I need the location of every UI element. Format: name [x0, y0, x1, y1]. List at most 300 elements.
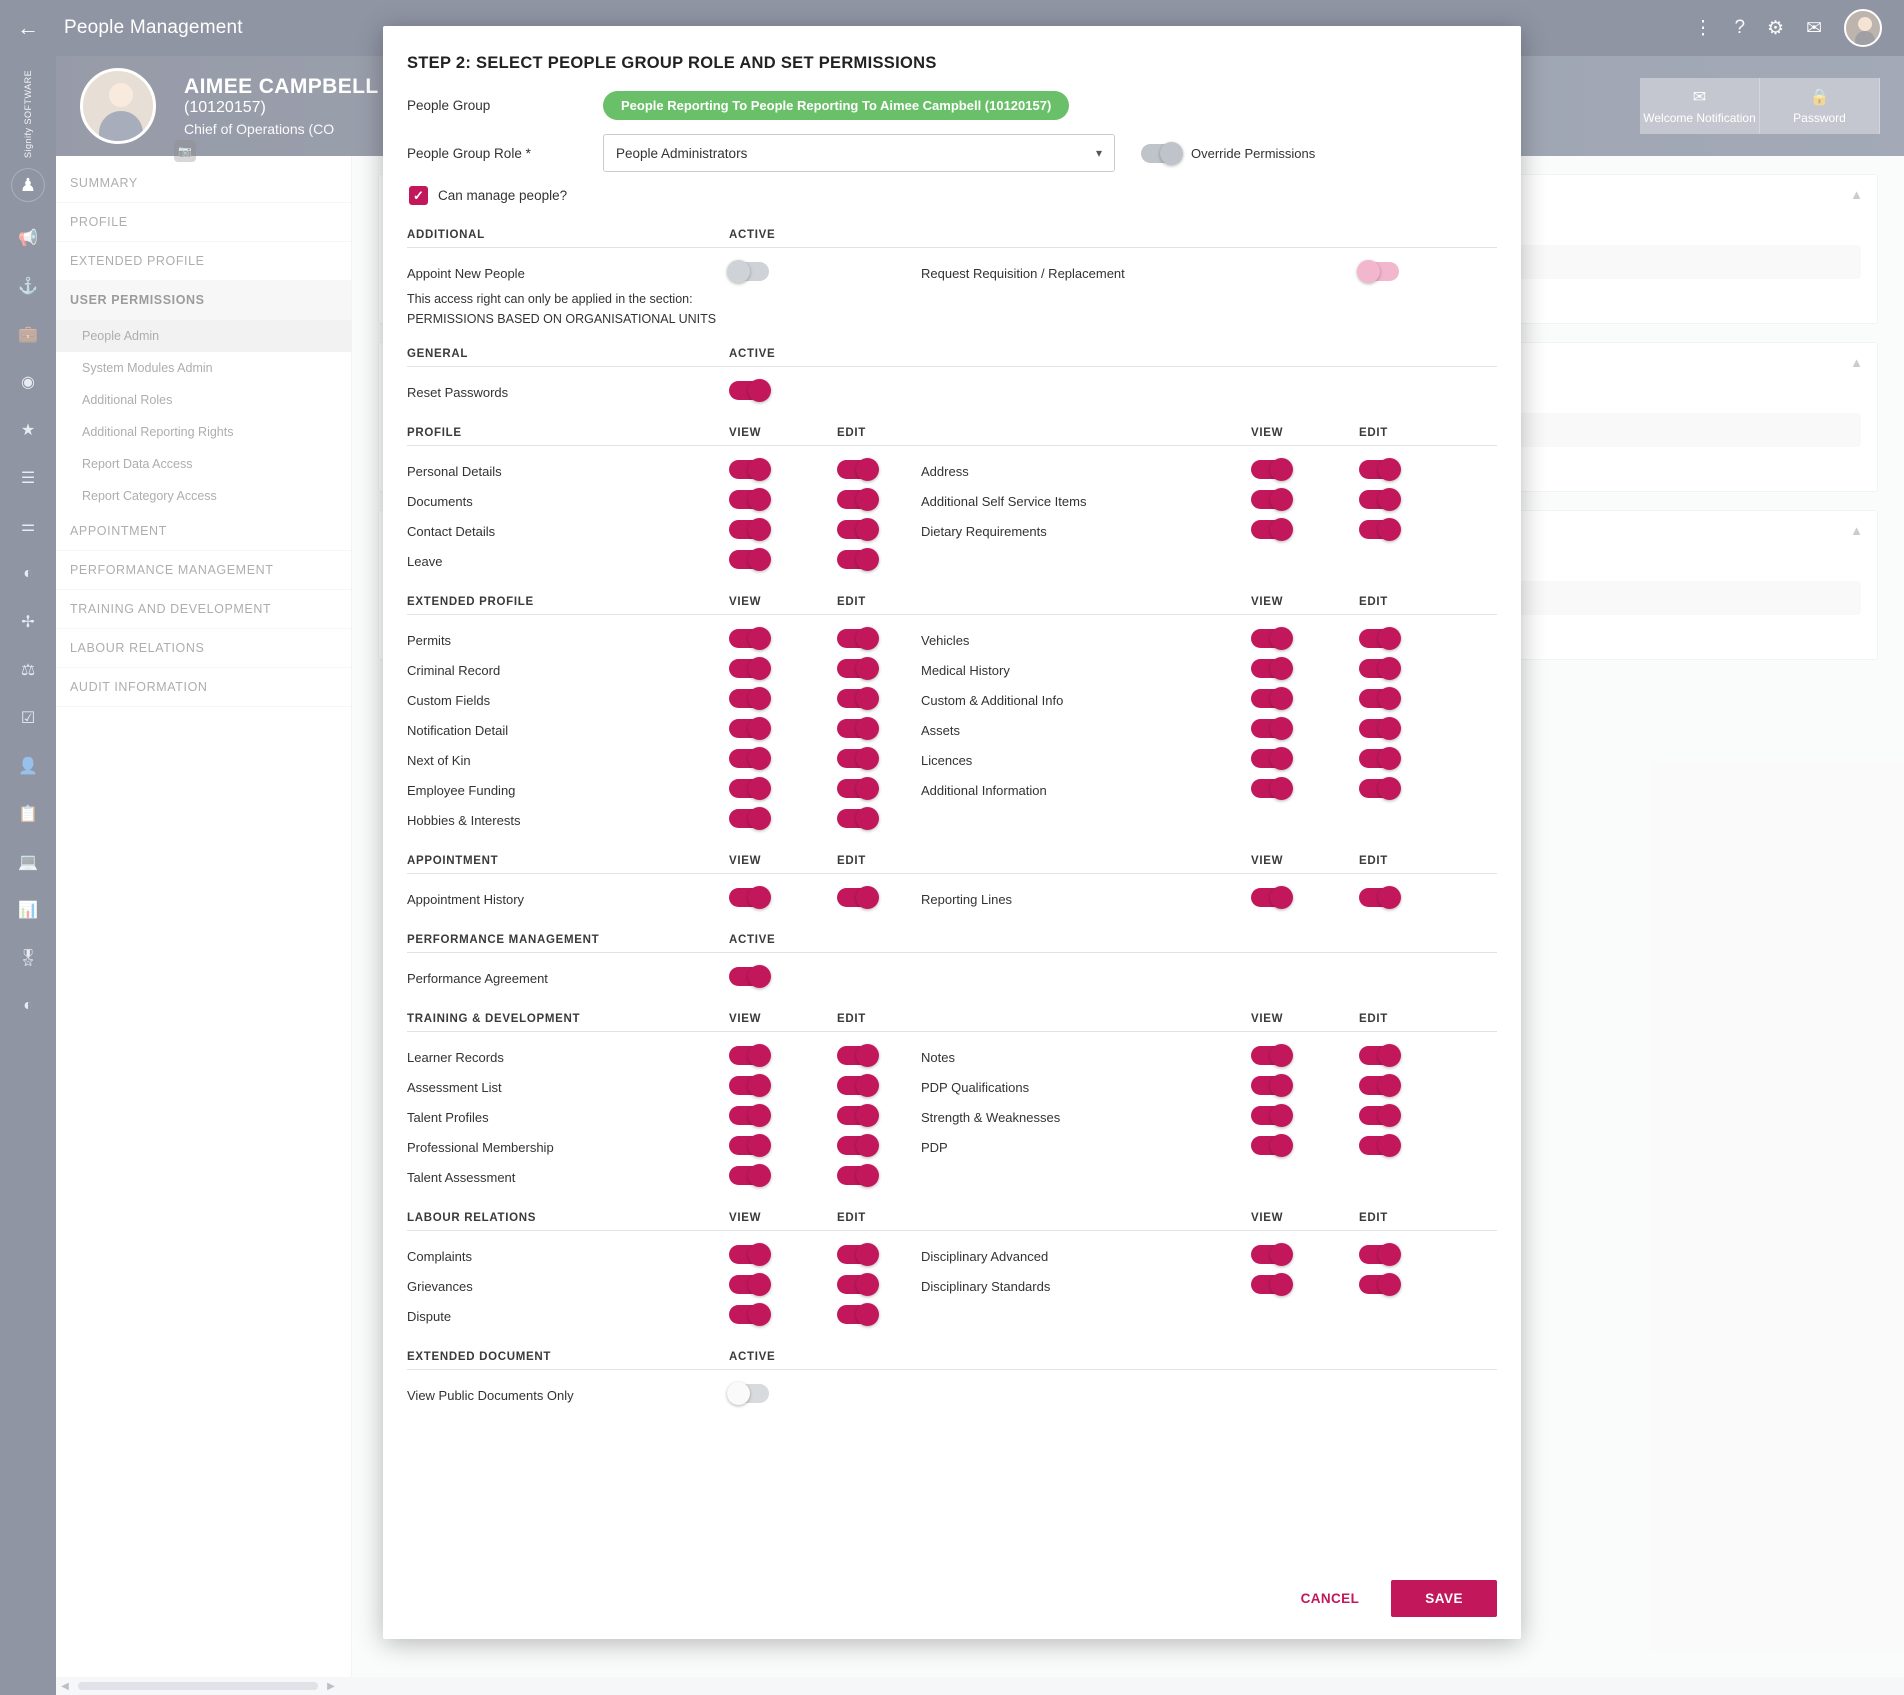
disciplinary-advanced-view-toggle[interactable] [1251, 1245, 1291, 1264]
address-view-toggle[interactable] [1251, 460, 1291, 479]
column-header-edit: EDIT [837, 1013, 866, 1026]
notification-detail-edit-toggle[interactable] [837, 719, 877, 738]
permission-label: Vehicles [921, 632, 970, 648]
permission-view-cell [729, 1166, 837, 1188]
section-header [407, 1013, 1497, 1032]
permission-label: Appoint New People [407, 265, 525, 281]
permission-label: Notification Detail [407, 722, 509, 738]
permission-edit-cell [1359, 490, 1443, 512]
section-header [407, 1351, 1497, 1370]
modal-header-fields [383, 91, 1521, 223]
permission-view-cell [729, 1275, 837, 1297]
can-manage-people-row [409, 186, 1497, 205]
documents-edit-toggle[interactable] [837, 490, 877, 509]
permission-edit-cell [837, 1305, 921, 1327]
section-training-development [407, 1013, 1497, 1206]
section-extended-document [407, 1351, 1497, 1424]
permission-row [407, 1380, 1497, 1410]
permission-label: Documents [407, 493, 473, 509]
vehicles-view-toggle[interactable] [1251, 629, 1291, 648]
column-header-active: ACTIVE [729, 1351, 776, 1364]
permission-view-cell [729, 689, 837, 711]
section-body [407, 367, 1497, 421]
permission-label: Personal Details [407, 463, 502, 479]
column-header-edit: EDIT [1359, 1013, 1388, 1026]
permission-view-cell [1251, 460, 1359, 482]
column-header-edit: EDIT [837, 855, 866, 868]
permission-view-cell [1251, 689, 1359, 711]
licences-edit-toggle[interactable] [1359, 749, 1399, 768]
column-header-edit: EDIT [837, 427, 866, 440]
reset-passwords-toggle[interactable] [729, 381, 769, 400]
section-profile [407, 427, 1497, 590]
complaints-edit-toggle[interactable] [837, 1245, 877, 1264]
permission-row [407, 258, 1497, 288]
permission-label: PDP [921, 1139, 948, 1155]
additional-note-line-2: PERMISSIONS BASED ON ORGANISATIONAL UNITS [407, 312, 717, 327]
permission-label: Notes [921, 1049, 955, 1065]
column-header-edit: EDIT [1359, 1212, 1388, 1225]
reporting-lines-edit-toggle[interactable] [1359, 888, 1399, 907]
contact-details-view-toggle[interactable] [729, 520, 769, 539]
override-permissions-label: Override Permissions [1191, 145, 1316, 161]
permission-label: Address [921, 463, 969, 479]
grievances-edit-toggle[interactable] [837, 1275, 877, 1294]
column-header-active: ACTIVE [729, 348, 776, 361]
assessment-list-edit-toggle[interactable] [837, 1076, 877, 1095]
talent-profiles-edit-toggle[interactable] [837, 1106, 877, 1125]
permission-label: PDP Qualifications [921, 1079, 1030, 1095]
permission-edit-cell [837, 1106, 921, 1128]
permission-row [407, 1301, 1497, 1331]
pdp-qualifications-view-toggle[interactable] [1251, 1076, 1291, 1095]
permission-label: Next of Kin [407, 752, 471, 768]
permission-label: Reporting Lines [921, 891, 1013, 907]
can-manage-people-label: Can manage people? [438, 188, 568, 203]
permission-view-cell [729, 1245, 837, 1267]
permission-row [407, 775, 1497, 805]
permission-view-cell [729, 550, 837, 572]
permission-edit-cell [837, 779, 921, 801]
dispute-view-toggle[interactable] [729, 1305, 769, 1324]
section-name: EXTENDED DOCUMENT [407, 1351, 552, 1364]
additional-information-view-toggle[interactable] [1251, 779, 1291, 798]
vehicles-edit-toggle[interactable] [1359, 629, 1399, 648]
documents-view-toggle[interactable] [729, 490, 769, 509]
personal-details-view-toggle[interactable] [729, 460, 769, 479]
criminal-record-view-toggle[interactable] [729, 659, 769, 678]
permission-view-cell [1251, 520, 1359, 542]
permission-label: Disciplinary Standards [921, 1278, 1051, 1294]
section-body [407, 953, 1497, 1007]
permission-row [407, 1241, 1497, 1271]
permission-label: Contact Details [407, 523, 496, 539]
permission-view-cell [729, 1076, 837, 1098]
permission-view-cell [1251, 659, 1359, 681]
professional-membership-edit-toggle[interactable] [837, 1136, 877, 1155]
next-of-kin-edit-toggle[interactable] [837, 749, 877, 768]
permission-view-cell [729, 1305, 837, 1327]
leave-edit-toggle[interactable] [837, 550, 877, 569]
talent-assessment-edit-toggle[interactable] [837, 1166, 877, 1185]
permission-label: Medical History [921, 662, 1010, 678]
column-header-edit: EDIT [837, 1212, 866, 1225]
permission-label: Criminal Record [407, 662, 501, 678]
permission-label: Leave [407, 553, 443, 569]
permission-view-cell [729, 490, 837, 512]
permission-row [407, 546, 1497, 576]
permission-row [407, 685, 1497, 715]
permission-view-cell [729, 888, 837, 910]
section-labour-relations [407, 1212, 1497, 1345]
additional-information-edit-toggle[interactable] [1359, 779, 1399, 798]
permission-view-cell [729, 719, 837, 741]
notification-detail-view-toggle[interactable] [729, 719, 769, 738]
permission-label: Additional Self Service Items [921, 493, 1087, 509]
permission-label: Licences [921, 752, 973, 768]
criminal-record-edit-toggle[interactable] [837, 659, 877, 678]
assessment-list-view-toggle[interactable] [729, 1076, 769, 1095]
permission-view-cell [729, 1106, 837, 1128]
permission-label: Talent Assessment [407, 1169, 516, 1185]
appointment-history-edit-toggle[interactable] [837, 888, 877, 907]
section-body [407, 1032, 1497, 1206]
permission-view-cell [1251, 779, 1359, 801]
permission-edit-cell [837, 460, 921, 482]
modal-footer [383, 1564, 1521, 1639]
permission-edit-cell [837, 550, 921, 572]
next-of-kin-view-toggle[interactable] [729, 749, 769, 768]
disciplinary-advanced-edit-toggle[interactable] [1359, 1245, 1399, 1264]
permission-row [407, 963, 1497, 993]
permissions-modal [383, 26, 1521, 1639]
permission-view-cell [1251, 1245, 1359, 1267]
licences-view-toggle[interactable] [1251, 749, 1291, 768]
permission-view-cell [1251, 1275, 1359, 1297]
talent-profiles-view-toggle[interactable] [729, 1106, 769, 1125]
hobbies-interests-edit-toggle[interactable] [837, 809, 877, 828]
permission-view-cell [1251, 1046, 1359, 1068]
people-group-role-row [407, 134, 1497, 172]
permission-view-cell [729, 659, 837, 681]
complaints-view-toggle[interactable] [729, 1245, 769, 1264]
column-header-view: VIEW [729, 427, 762, 440]
pdp-edit-toggle[interactable] [1359, 1136, 1399, 1155]
section-body [407, 615, 1497, 849]
column-header-view: VIEW [1251, 1013, 1284, 1026]
strength-weaknesses-view-toggle[interactable] [1251, 1106, 1291, 1125]
permission-view-cell [729, 460, 837, 482]
permission-edit-cell [1359, 719, 1443, 741]
permission-view-cell [1251, 1106, 1359, 1128]
dietary-requirements-view-toggle[interactable] [1251, 520, 1291, 539]
column-header-active: ACTIVE [729, 934, 776, 947]
disciplinary-standards-edit-toggle[interactable] [1359, 1275, 1399, 1294]
permission-edit-cell [837, 1046, 921, 1068]
column-header-edit: EDIT [1359, 855, 1388, 868]
performance-agreement-toggle[interactable] [729, 967, 769, 986]
permission-edit-cell [1359, 520, 1443, 542]
permission-view-cell [729, 779, 837, 801]
personal-details-edit-toggle[interactable] [837, 460, 877, 479]
permission-edit-cell [1359, 659, 1443, 681]
permission-row [407, 1162, 1497, 1192]
permission-label: Request Requisition / Replacement [921, 265, 1125, 281]
custom-fields-view-toggle[interactable] [729, 689, 769, 708]
section-header [407, 934, 1497, 953]
permits-view-toggle[interactable] [729, 629, 769, 648]
section-performance-management [407, 934, 1497, 1007]
column-header-view: VIEW [729, 1212, 762, 1225]
can-manage-people-checkbox[interactable]: ✓ [409, 186, 428, 205]
talent-assessment-view-toggle[interactable] [729, 1166, 769, 1185]
permission-active-cell [729, 1384, 837, 1406]
section-name: PERFORMANCE MANAGEMENT [407, 934, 600, 947]
permission-view-cell [1251, 629, 1359, 651]
permission-row [407, 1132, 1497, 1162]
pdp-view-toggle[interactable] [1251, 1136, 1291, 1155]
permission-edit-cell [1359, 629, 1443, 651]
column-header-view: VIEW [1251, 427, 1284, 440]
permits-edit-toggle[interactable] [837, 629, 877, 648]
permission-label: Hobbies & Interests [407, 812, 521, 828]
permission-label: Strength & Weaknesses [921, 1109, 1061, 1125]
section-body [407, 1231, 1497, 1345]
employee-funding-edit-toggle[interactable] [837, 779, 877, 798]
permission-edit-cell [837, 809, 921, 831]
permission-row [407, 655, 1497, 685]
medical-history-edit-toggle[interactable] [1359, 659, 1399, 678]
medical-history-view-toggle[interactable] [1251, 659, 1291, 678]
permission-label: Complaints [407, 1248, 473, 1264]
column-header-view: VIEW [1251, 1212, 1284, 1225]
assets-edit-toggle[interactable] [1359, 719, 1399, 738]
permission-label: Assessment List [407, 1079, 502, 1095]
section-body [407, 1370, 1497, 1424]
column-header-view: VIEW [1251, 596, 1284, 609]
permission-active-cell [729, 381, 837, 403]
permission-row [407, 625, 1497, 655]
permission-view-cell [729, 1136, 837, 1158]
permission-label: Permits [407, 632, 452, 648]
permission-edit-cell [1359, 1106, 1443, 1128]
permission-edit-cell [1359, 460, 1443, 482]
modal-title: STEP 2: SELECT PEOPLE GROUP ROLE AND SET PERMISSIONS [407, 54, 937, 72]
permission-edit-cell [837, 520, 921, 542]
save-button[interactable]: SAVE [1391, 1580, 1497, 1617]
permission-label: Employee Funding [407, 782, 516, 798]
learner-records-view-toggle[interactable] [729, 1046, 769, 1065]
section-name: LABOUR RELATIONS [407, 1212, 537, 1225]
permission-label: Assets [921, 722, 961, 738]
permission-edit-cell [837, 749, 921, 771]
permission-label: Custom Fields [407, 692, 491, 708]
professional-membership-view-toggle[interactable] [729, 1136, 769, 1155]
permission-row [407, 1102, 1497, 1132]
people-group-role-select[interactable] [603, 134, 1115, 172]
permission-row [407, 1271, 1497, 1301]
section-additional [407, 229, 1497, 342]
permission-view-cell [729, 629, 837, 651]
section-header [407, 596, 1497, 615]
appoint-new-people-toggle[interactable] [729, 262, 769, 281]
column-header-edit: EDIT [1359, 596, 1388, 609]
permission-row [407, 1072, 1497, 1102]
permission-edit-cell [837, 1136, 921, 1158]
section-appointment [407, 855, 1497, 928]
section-header [407, 1212, 1497, 1231]
permission-view-cell [1251, 1076, 1359, 1098]
column-header-view: VIEW [729, 855, 762, 868]
reporting-lines-view-toggle[interactable] [1251, 888, 1291, 907]
people-group-role-value: People Administrators [616, 145, 748, 161]
column-header-view: VIEW [729, 1013, 762, 1026]
permission-row [407, 745, 1497, 775]
permission-label: Talent Profiles [407, 1109, 489, 1125]
permission-edit-cell [837, 888, 921, 910]
custom-additional-info-edit-toggle[interactable] [1359, 689, 1399, 708]
grievances-view-toggle[interactable] [729, 1275, 769, 1294]
custom-additional-info-view-toggle[interactable] [1251, 689, 1291, 708]
permission-edit-cell [1359, 888, 1443, 910]
permission-view-cell [729, 809, 837, 831]
section-name: PROFILE [407, 427, 462, 440]
permission-edit-cell [837, 490, 921, 512]
permission-label: Reset Passwords [407, 384, 509, 400]
permission-row [407, 1042, 1497, 1072]
permission-row [407, 486, 1497, 516]
additional-self-service-items-view-toggle[interactable] [1251, 490, 1291, 509]
permission-label: Custom & Additional Info [921, 692, 1064, 708]
pdp-qualifications-edit-toggle[interactable] [1359, 1076, 1399, 1095]
view-public-documents-only-toggle[interactable] [729, 1384, 769, 1403]
permission-row [407, 516, 1497, 546]
permission-edit-cell [1359, 1046, 1443, 1068]
permission-label: Professional Membership [407, 1139, 554, 1155]
dispute-edit-toggle[interactable] [837, 1305, 877, 1324]
section-header [407, 229, 1497, 248]
section-header [407, 855, 1497, 874]
dietary-requirements-edit-toggle[interactable] [1359, 520, 1399, 539]
column-header-active: ACTIVE [729, 229, 776, 241]
people-group-label: People Group [407, 98, 491, 113]
leave-view-toggle[interactable] [729, 550, 769, 569]
permission-edit-cell [1359, 1136, 1443, 1158]
permission-view-cell [729, 520, 837, 542]
permission-label: Grievances [407, 1278, 473, 1294]
permission-edit-cell [1359, 689, 1443, 711]
permission-view-cell [1251, 719, 1359, 741]
section-body [407, 874, 1497, 928]
section-name: EXTENDED PROFILE [407, 596, 534, 609]
permission-edit-cell [837, 689, 921, 711]
permission-edit-cell [837, 629, 921, 651]
employee-funding-view-toggle[interactable] [729, 779, 769, 798]
permission-active-cell [729, 967, 837, 989]
section-extended-profile [407, 596, 1497, 849]
permission-row [407, 884, 1497, 914]
strength-weaknesses-edit-toggle[interactable] [1359, 1106, 1399, 1125]
notes-view-toggle[interactable] [1251, 1046, 1291, 1065]
section-name: GENERAL [407, 348, 469, 361]
permission-view-cell [1251, 490, 1359, 512]
permission-row [407, 456, 1497, 486]
permission-view-cell [729, 1046, 837, 1068]
permission-view-cell [1251, 1136, 1359, 1158]
additional-self-service-items-edit-toggle[interactable] [1359, 490, 1399, 509]
contact-details-edit-toggle[interactable] [837, 520, 877, 539]
permission-label: Appointment History [407, 891, 525, 907]
people-group-value-badge: People Reporting To People Reporting To Aimee Campbell (10120157) [603, 91, 1069, 120]
additional-note-line-1: This access right can only be applied in the section: [407, 292, 693, 306]
permission-edit-cell [837, 1275, 921, 1297]
section-general [407, 348, 1497, 421]
override-permissions-toggle[interactable] [1141, 144, 1181, 163]
custom-fields-edit-toggle[interactable] [837, 689, 877, 708]
override-permissions-group [1141, 144, 1315, 163]
people-group-row [407, 91, 1497, 120]
permission-edit-cell [837, 1166, 921, 1188]
section-header [407, 348, 1497, 367]
permission-edit-cell [1359, 779, 1443, 801]
address-edit-toggle[interactable] [1359, 460, 1399, 479]
permission-edit-cell [1359, 1245, 1443, 1267]
permission-edit-cell [1359, 1076, 1443, 1098]
learner-records-edit-toggle[interactable] [837, 1046, 877, 1065]
request-requisition-edit-toggle[interactable] [1359, 262, 1399, 281]
permission-edit-cell [837, 659, 921, 681]
section-name: APPOINTMENT [407, 855, 499, 868]
chevron-down-icon: ▾ [1095, 146, 1102, 160]
permission-row [407, 377, 1497, 407]
assets-view-toggle[interactable] [1251, 719, 1291, 738]
permission-view-cell [729, 749, 837, 771]
appointment-history-view-toggle[interactable] [729, 888, 769, 907]
column-header-view: VIEW [729, 596, 762, 609]
permission-label: Additional Information [921, 782, 1047, 798]
permission-edit-cell [837, 719, 921, 741]
section-body [407, 446, 1497, 590]
permission-edit-cell [1359, 262, 1443, 284]
section-header [407, 427, 1497, 446]
permission-active-cell [729, 262, 837, 284]
permission-row [407, 715, 1497, 745]
permission-label: Disciplinary Advanced [921, 1248, 1049, 1264]
permission-edit-cell [837, 1076, 921, 1098]
permission-row [407, 805, 1497, 835]
permissions-scroll-area[interactable] [383, 223, 1521, 1564]
permission-label: View Public Documents Only [407, 1387, 574, 1403]
permission-label: Dietary Requirements [921, 523, 1047, 539]
column-header-view: VIEW [1251, 855, 1284, 868]
hobbies-interests-view-toggle[interactable] [729, 809, 769, 828]
section-body [407, 248, 1497, 342]
section-name: TRAINING & DEVELOPMENT [407, 1013, 581, 1026]
column-header-edit: EDIT [1359, 427, 1388, 440]
permission-label: Learner Records [407, 1049, 504, 1065]
permission-label: Performance Agreement [407, 970, 548, 986]
permission-edit-cell [837, 1245, 921, 1267]
section-name: ADDITIONAL [407, 229, 485, 241]
permission-edit-cell [1359, 1275, 1443, 1297]
disciplinary-standards-view-toggle[interactable] [1251, 1275, 1291, 1294]
cancel-button[interactable]: CANCEL [1295, 1590, 1366, 1607]
permission-edit-cell [1359, 749, 1443, 771]
notes-edit-toggle[interactable] [1359, 1046, 1399, 1065]
permission-view-cell [1251, 888, 1359, 910]
people-group-role-label: People Group Role * [407, 145, 531, 161]
column-header-edit: EDIT [837, 596, 866, 609]
